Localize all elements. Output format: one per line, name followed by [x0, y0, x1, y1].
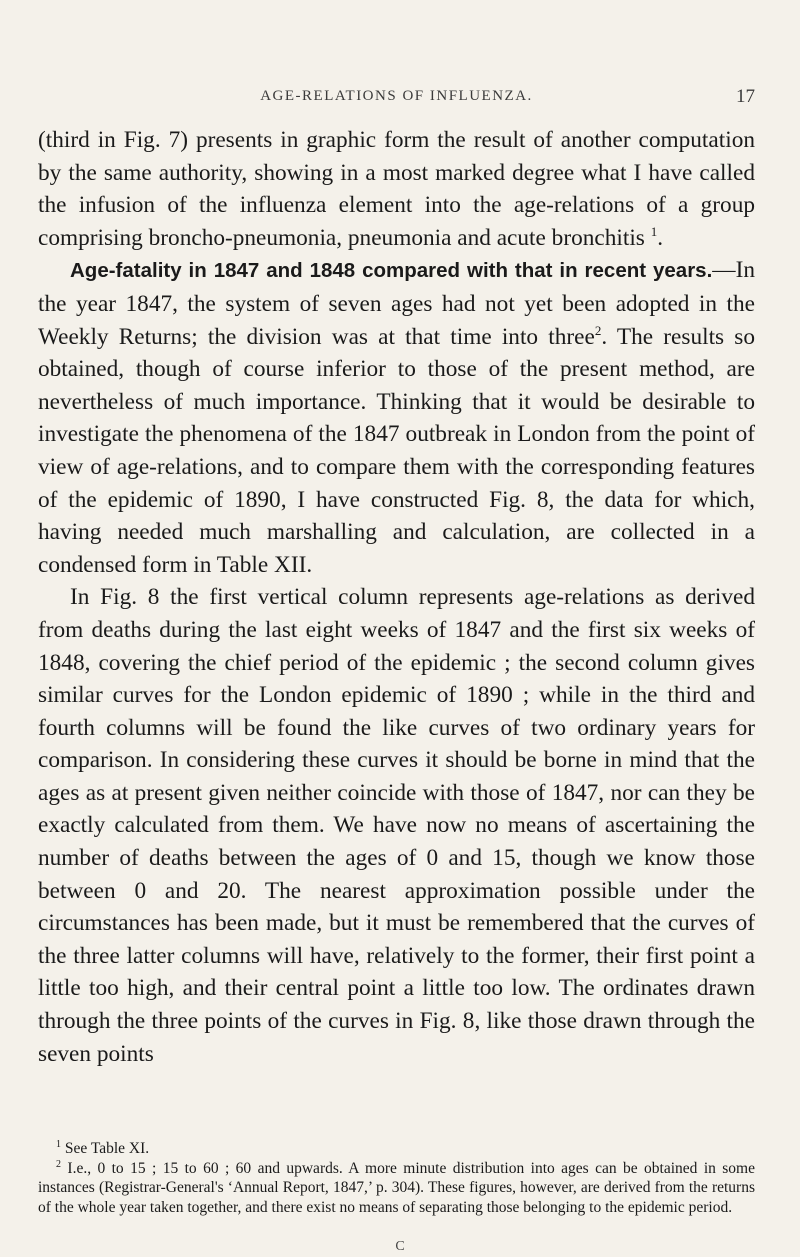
footnote-ref-2: 2 [594, 322, 602, 338]
footnote-1 [38, 1139, 755, 1159]
footnote-1-mark: 1 [56, 1138, 61, 1150]
signature-mark: C [395, 1239, 405, 1254]
body-text [38, 124, 755, 1070]
footnote-2-text: I.e., 0 to 15 ; 15 to 60 ; 60 and upwards. A more minute distribution into ages can be obtained in some instances (Registrar-General's ‘Annual Report, 1847,’ p. 304). These figures, however, are derived from the returns of the whole year taken together, and there exist no means of separating those belonging to the epidemic period. [38, 1159, 755, 1216]
footnote-1-text: See Table XI. [64, 1140, 150, 1157]
running-title: AGE-RELATIONS OF INFLUENZA. [260, 88, 533, 104]
footnote-2 [38, 1159, 755, 1218]
running-head [38, 86, 755, 110]
section-heading: Age-fatality in 1847 and 1848 compared with that in recent years. [70, 259, 713, 283]
paragraph-2-text-b: . The results so obtained, though of course inferior to those of the present method, are nevertheless of much importance. Thinking that it would be desirable to investigate the phenomena of the 1847 outbreak in London from the point of view of age-relations, and to compare them with the corresponding features of the epidemic of 1890, I have constructed Fig. 8, the data for which, having needed much marshalling and calculation, are collected in a condensed form in Table XII. [38, 323, 755, 578]
paragraph-2 [38, 254, 755, 581]
footnote-ref-1: 1 [650, 224, 658, 240]
paragraph-3: In Fig. 8 the first vertical column represents age-relations as derived from deaths during the last eight weeks of 1847 and the first six weeks of 1848, covering the chief period of the epidemic ; the second column gives similar curves for the London epidemic of 1890 ; while in the third and fourth columns will be found the like curves of two ordinary years for comparison. In considering these curves it should be borne in mind that the ages as at present given neither coincide with those of 1847, nor can they be exactly calculated from them. We have now no means of ascertaining the number of deaths between the ages of 0 and 15, though we know those between 0 and 20. The nearest approximation possible under the circumstances has been made, but it must be remembered that the curves of the three latter columns will have, relatively to the former, their first point a little too high, and their central point a little too low. The ordinates drawn through the three points of the curves in Fig. 8, like those drawn through the seven points [38, 584, 755, 1067]
paragraph-1-text: (third in Fig. 7) presents in graphic form the result of another computation by the same authority, showing in a most marked degree what I have called the infusion of the influenza element into the age-relations of a group comprising broncho-pneumonia, pneumonia and acute bronchitis [38, 127, 755, 251]
footnote-2-mark: 2 [56, 1158, 61, 1170]
page-number: 17 [736, 86, 755, 107]
footnotes [38, 1139, 755, 1217]
paragraph-1-end: . [657, 224, 664, 251]
paragraph-2-text-a: —In the year 1847, the system of seven ages had not yet been adopted in the Weekly Returns; the division was at that time into three [38, 257, 755, 350]
paragraph-1 [38, 124, 755, 254]
